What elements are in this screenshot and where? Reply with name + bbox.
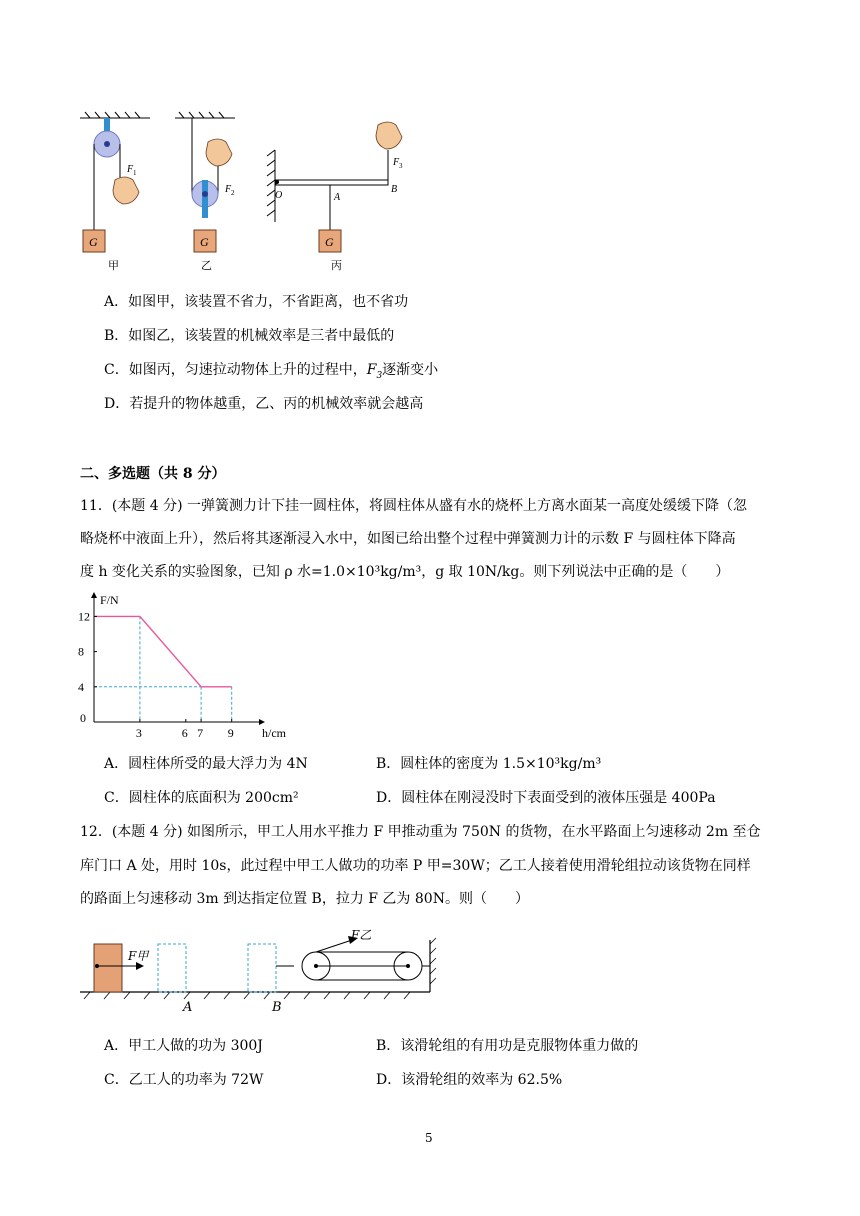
pulley-cart-figure <box>80 922 440 1022</box>
q10-option-c: C．如图丙，匀速拉动物体上升的过程中，$F_3$逐渐变小 <box>104 362 439 381</box>
q12-line-3: 的路面上匀速移动 3m 到达指定位置 B，拉力 F 乙为 80N。则（ ） <box>80 891 529 907</box>
q10-option-b: B．如图乙，该装置的机械效率是三者中最低的 <box>104 328 395 344</box>
x-tick-label: 9 <box>227 726 234 740</box>
force-depth-chart <box>70 590 290 740</box>
series-line <box>94 616 232 686</box>
q10-option-d: D．若提升的物体越重，乙、丙的机械效率就会越高 <box>104 396 424 412</box>
y-tick-label: 12 <box>78 609 90 624</box>
y-axis-arrow <box>91 592 97 598</box>
x-tick-label: 0 <box>80 711 86 725</box>
pulley-lever-figure <box>75 110 403 280</box>
section-heading: 二、多选题（共 8 分） <box>80 466 226 482</box>
svg-text:A: A <box>334 192 341 203</box>
q12-option-c: C．乙工人的功率为 72W <box>104 1072 264 1088</box>
svg-text:G: G <box>200 235 209 249</box>
q11-line-2: 略烧杯中液面上升），然后将其逐渐浸入水中，如图已给出整个过程中弹簧测力计的示数 F 与圆柱体下降高 <box>80 531 736 547</box>
f-jia-label: F甲 <box>128 949 149 963</box>
q12-option-a: A．甲工人做的功为 300J <box>104 1038 263 1054</box>
svg-text:F: F <box>127 164 134 175</box>
svg-text:G: G <box>325 235 334 249</box>
q12-option-b: B．该滑轮组的有用功是克服物体重力做的 <box>376 1038 639 1054</box>
q11-option-c: C．圆柱体的底面积为 200cm² <box>104 790 299 806</box>
x-tick-label: 6 <box>181 726 188 740</box>
x-tick-label: 7 <box>197 726 204 740</box>
svg-text:1: 1 <box>133 169 137 177</box>
q10-option-a: A．如图甲，该装置不省力，不省距离，也不省功 <box>104 294 409 310</box>
q11-line-3: 度 h 变化关系的实验图象，已知 ρ 水=1.0×10³kg/m³，g 取 10N/kg。则下列说法中正确的是（ ） <box>80 564 730 580</box>
svg-text:2: 2 <box>231 189 235 197</box>
y-tick-label: 4 <box>78 679 84 694</box>
x-axis-label: h/cm <box>262 726 286 740</box>
q11-option-b: B．圆柱体的密度为 1.5×10³kg/m³ <box>376 756 602 772</box>
point-b-label: B <box>272 1000 282 1015</box>
q12-option-d: D．该滑轮组的效率为 62.5% <box>376 1072 563 1088</box>
svg-text:O: O <box>275 190 283 201</box>
q12-line-2: 库门口 A 处，用时 10s，此过程中甲工人做功的功率 P 甲=30W；乙工人接着使用滑轮组拉动该货物在同样 <box>80 858 751 874</box>
fig-label-bing: 丙 <box>331 260 342 272</box>
y-tick-label: 8 <box>78 644 84 659</box>
fig-label-yi: 乙 <box>201 260 212 272</box>
svg-text:B: B <box>391 184 398 195</box>
q11-option-a: A．圆柱体所受的最大浮力为 4N <box>104 756 308 772</box>
q12-line-1: 12．(本题 4 分) 如图所示，甲工人用水平推力 F 甲推动重为 750N 的货物，在水平路面上匀速移动 2m 至仓 <box>80 824 761 840</box>
svg-text:G: G <box>89 235 98 249</box>
svg-text:F: F <box>225 184 232 195</box>
page-number: 5 <box>425 1131 433 1145</box>
x-tick-label: 3 <box>135 726 142 740</box>
x-axis-arrow <box>259 719 265 725</box>
y-axis-label: F/N <box>100 593 119 607</box>
fig-label-jia: 甲 <box>108 260 119 272</box>
svg-text:3: 3 <box>399 162 403 170</box>
point-a-label: A <box>183 1000 193 1015</box>
svg-text:F: F <box>393 157 400 168</box>
f-yi-label: F乙 <box>351 928 372 942</box>
q11-option-d: D．圆柱体在刚浸没时下表面受到的液体压强是 400Pa <box>376 790 716 806</box>
q11-line-1: 11．(本题 4 分) 一弹簧测力计下挂一圆柱体，将圆柱体从盛有水的烧杯上方离水面某一高度处缓缓下降（忽 <box>80 498 747 514</box>
